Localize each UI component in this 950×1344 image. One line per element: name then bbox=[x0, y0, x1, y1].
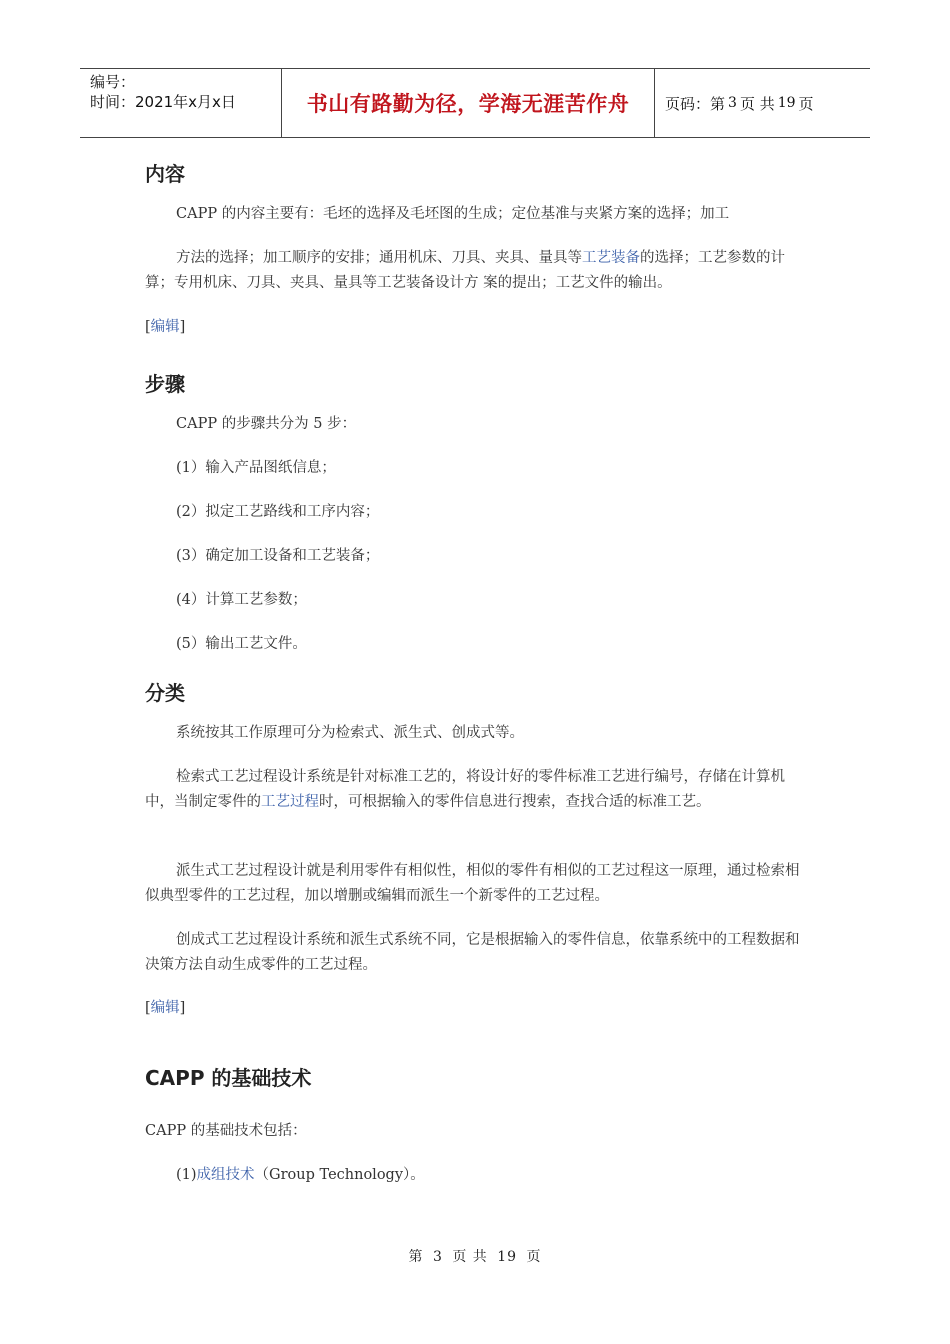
footer-page-current: 3 bbox=[432, 1249, 443, 1265]
header-meta bbox=[80, 69, 282, 137]
heading-content: 内容 bbox=[145, 162, 185, 186]
heading-basic-tech: CAPP 的基础技术 bbox=[145, 1066, 312, 1090]
document-number-label: 编号： bbox=[90, 73, 136, 91]
page-current: 3 bbox=[728, 95, 737, 111]
link-process-flow[interactable]: 工艺过程 bbox=[261, 794, 319, 810]
link-group-technology[interactable]: 成组技术 bbox=[196, 1167, 255, 1183]
footer-suffix: 页 bbox=[526, 1249, 542, 1265]
content-paragraph-1: CAPP 的内容主要有：毛坯的选择及毛坯图的生成；定位基准与夹紧方案的选择；加工 bbox=[176, 206, 730, 222]
page-header bbox=[80, 68, 870, 138]
classification-paragraph-1: 系统按其工作原理可分为检索式、派生式、创成式等。 bbox=[176, 725, 524, 741]
content-paragraph-2: 方法的选择；加工顺序的安排；通用机床、刀具、夹具、量具等工艺装备的选择；工艺参数的计算；专用机床、刀具、夹具、量具等工艺装备设计方 案的提出；工艺文件的输出。 bbox=[145, 250, 785, 291]
page-footer bbox=[0, 1246, 950, 1266]
edit-link[interactable]: 编辑 bbox=[150, 319, 180, 335]
list-item: (3）确定加工设备和工艺装备； bbox=[176, 548, 380, 564]
edit-link-2: [编辑] bbox=[145, 1000, 186, 1016]
link-process-equipment[interactable]: 工艺装备 bbox=[582, 250, 640, 266]
page-prefix: 页码：第 bbox=[665, 94, 726, 113]
steps-intro: CAPP 的步骤共分为 5 步： bbox=[176, 416, 357, 432]
list-item: (4）计算工艺参数； bbox=[176, 592, 307, 608]
classification-paragraph-2: 检索式工艺过程设计系统是针对标准工艺的，将设计好的零件标准工艺进行编号，存储在计算机中，当制定零件的工艺过程时，可根据输入的零件信息进行搜索，查找合适的标准工艺。 bbox=[145, 769, 785, 810]
heading-classification: 分类 bbox=[145, 681, 185, 705]
footer-page-total: 19 bbox=[497, 1249, 518, 1265]
basic-tech-item-1: (1)成组技术（Group Technology）。 bbox=[176, 1167, 425, 1183]
page-suffix: 页 bbox=[798, 94, 814, 113]
footer-prefix: 第 bbox=[408, 1249, 424, 1265]
page-total: 19 bbox=[777, 95, 796, 111]
document-time: 时间：2021年x月x日 bbox=[90, 93, 236, 111]
list-item: (1）输入产品图纸信息； bbox=[176, 460, 336, 476]
list-item: (2）拟定工艺路线和工序内容； bbox=[176, 504, 380, 520]
classification-paragraph-4: 创成式工艺过程设计系统和派生式系统不同，它是根据输入的零件信息，依靠系统中的工程数据和决策方法自动生成零件的工艺过程。 bbox=[145, 932, 800, 973]
page-mid: 页 共 bbox=[739, 94, 775, 113]
header-page-info bbox=[655, 69, 870, 137]
edit-link[interactable]: 编辑 bbox=[150, 1000, 180, 1016]
basic-tech-intro: CAPP 的基础技术包括： bbox=[145, 1123, 307, 1139]
list-item: (5）输出工艺文件。 bbox=[176, 636, 307, 652]
edit-link-1: [编辑] bbox=[145, 319, 186, 335]
heading-steps: 步骤 bbox=[145, 372, 185, 396]
header-motto: 书山有路勤为径，学海无涯苦作舟 bbox=[282, 69, 655, 137]
classification-paragraph-3: 派生式工艺过程设计就是利用零件有相似性，相似的零件有相似的工艺过程这一原理，通过检索相似典型零件的工艺过程，加以增删或编辑而派生一个新零件的工艺过程。 bbox=[145, 863, 800, 904]
footer-mid: 页 共 bbox=[452, 1249, 488, 1265]
